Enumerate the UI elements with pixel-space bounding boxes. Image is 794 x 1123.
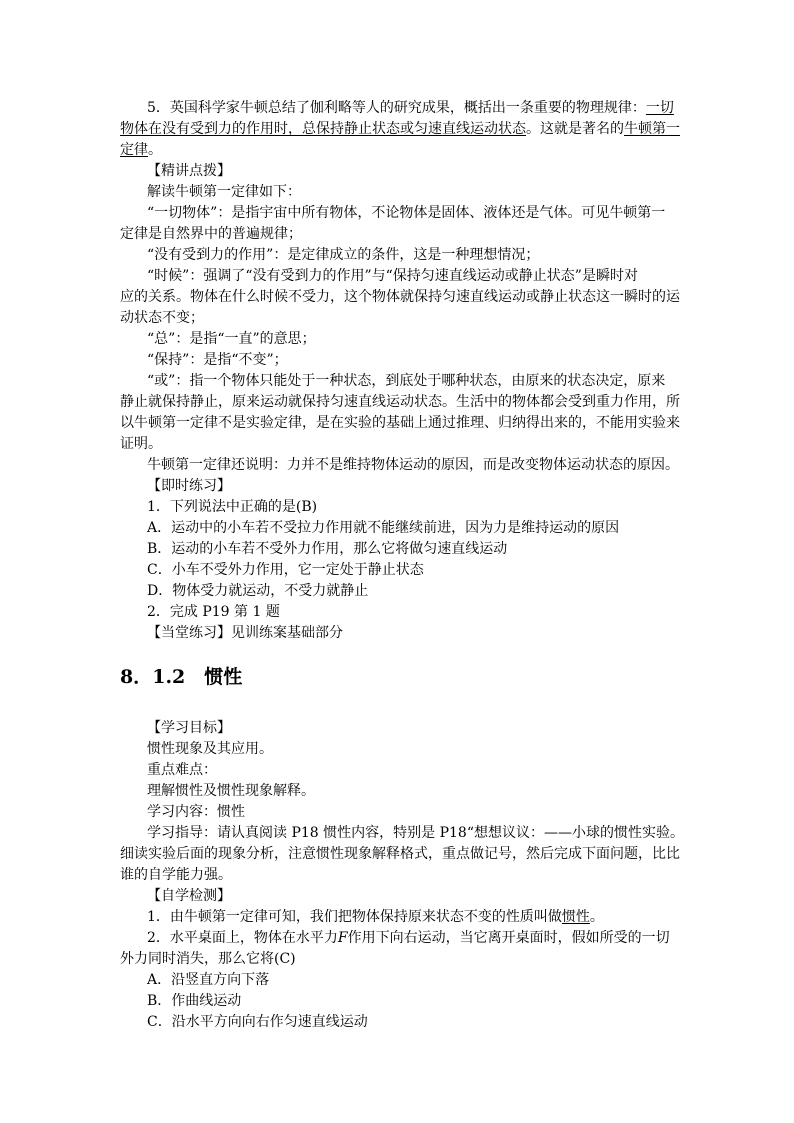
paragraph-line: “没有受到力的作用”：是定律成立的条件，这是一种理想情况； [147,247,540,263]
paragraph-line: 理解惯性及惯性现象解释。 [147,783,315,799]
option-a: A．运动中的小车若不受拉力作用就不能继续前进，因为力是维持运动的原因 [147,520,620,536]
option-c: C．小车不受外力作用，它一定处于静止状态 [147,562,424,578]
option-b: B．作曲线运动 [147,993,242,1009]
paragraph-line: 惯性现象及其应用。 [147,741,273,757]
zixue-question-2-line-2: 外力同时消失，那么它将(C) [120,951,296,967]
question-2: 2．完成 P19 第 1 题 [147,604,280,620]
paragraph-line: “时候”：强调了“没有受到力的作用”与“保持匀速直线运动或静止状态”是瞬时对 [147,268,638,284]
section-heading: 8．1.2 惯性 [120,666,243,688]
paragraph-line: 应的关系。物体在什么时候不受力，这个物体就保持匀速直线运动或静止状态这一瞬时的运 [120,289,680,305]
option-d: D．物体受力就运动，不受力就静止 [147,583,369,599]
paragraph-line: 学习内容：惯性 [147,804,245,820]
section-tag-jingjiang: 【精讲点拨】 [147,163,231,179]
answer-underlined: 惯性 [561,909,590,925]
paragraph-line: 谁的自学能力强。 [120,867,232,883]
section-tag-mubiao: 【学习目标】 [147,720,231,736]
section-tag-dangtang: 【当堂练习】见训练案基础部分 [147,625,343,641]
paragraph-line: “一切物体”：是指宇宙中所有物体，不论物体是固体、液体还是气体。可见牛顿第一 [147,205,666,221]
question-text: 2．水平桌面上，物体在水平力 [147,930,338,946]
paragraph-line: 以牛顿第一定律不是实验定律，是在实验的基础上通过推理、归纳得出来的，不能用实验来 [120,415,680,431]
paragraph-line: “或”：指一个物体只能处于一种状态，到底处于哪种状态，由原来的状态决定，原来 [147,373,666,389]
zixue-question-2-line-1 [147,928,670,948]
zixue-question-1 [147,907,604,927]
paragraph-line: 牛顿第一定律还说明：力并不是维持物体运动的原因，而是改变物体运动状态的原因。 [147,457,679,473]
item-5-answer-underlined: 物体在没有受到力的作用时，总保持静止状态或匀速直线运动状态 [120,121,526,137]
section-tag-jishi: 【即时练习】 [147,478,231,494]
paragraph-line: 动状态不变； [120,310,204,326]
item-5-answer-underlined: 定律 [120,142,148,158]
item-5-answer-underlined: 一切 [645,100,674,116]
item-5-line-1 [147,98,674,118]
paragraph-line: 静止就保持静止，原来运动就保持匀速直线运动状态。生活中的物体都会受到重力作用，所 [120,394,680,410]
question-text: 。 [589,909,604,925]
item-5-answer-underlined: 牛顿第一 [624,121,680,137]
item-5-line-3 [120,140,162,160]
option-a: A．沿竖直方向下落 [147,972,270,988]
paragraph-line: 解读牛顿第一定律如下： [147,184,301,200]
option-b: B．运动的小车若不受外力作用，那么它将做匀速直线运动 [147,541,508,557]
section-tag-zixue: 【自学检测】 [147,888,231,904]
item-5-text: 。这就是著名的 [526,121,624,137]
paragraph-line: “保持”：是指“不变”； [147,352,288,368]
paragraph-line: 细读实验后面的现象分析，注意惯性现象解释格式，重点做记号，然后完成下面问题，比比 [120,846,680,862]
option-c: C．沿水平方向向右作匀速直线运动 [147,1014,368,1030]
question-text: 作用下向右运动，当它离开桌面时，假如所受的一切 [347,930,670,946]
item-5-text: 5．英国科学家牛顿总结了伽利略等人的研究成果，概括出一条重要的物理规律： [147,100,646,116]
paragraph-line: “总”：是指“一直”的意思； [147,331,316,347]
question-text: 1．由牛顿第一定律可知，我们把物体保持原来状态不变的性质叫做 [147,909,562,925]
paragraph-line: 定律是自然界中的普遍规律； [120,226,302,242]
paragraph-line: 学习指导：请认真阅读 P18 惯性内容，特别是 P18“想想议议：——小球的惯性实验。 [147,825,684,841]
item-5-text: 。 [148,142,162,158]
item-5-line-2 [120,119,680,139]
paragraph-line: 证明。 [120,436,162,452]
question-1: 1．下列说法中正确的是(B) [147,499,318,515]
variable-f: F [337,930,348,946]
paragraph-line: 重点难点： [147,762,217,778]
